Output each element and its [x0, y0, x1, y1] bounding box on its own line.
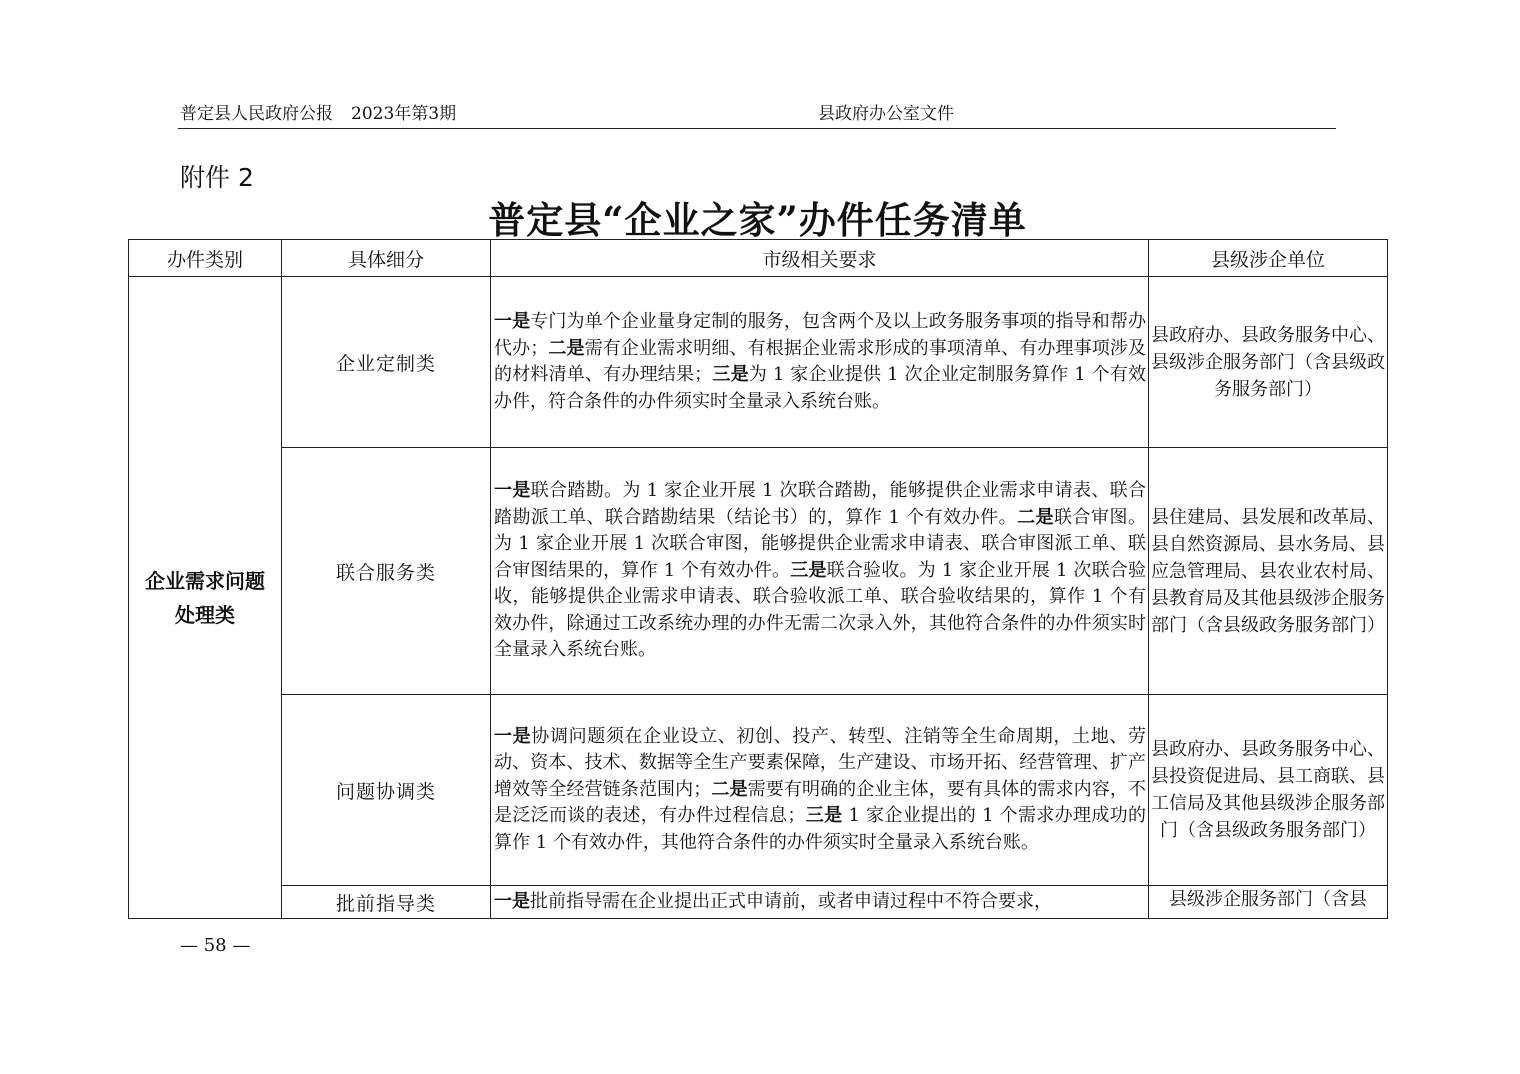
requirement-text: 为 1 家企业提供 1 次企业定制服务算作 1 个有效办件，符合条件的办件须实时全量录入系统台账。 — [494, 364, 1147, 412]
document-title: 普定县“企业之家”办件任务清单 — [488, 198, 1027, 242]
column-header: 具体细分 — [282, 240, 491, 277]
requirement-cell — [491, 277, 1149, 448]
subcategory-cell: 联合服务类 — [282, 448, 491, 695]
header-left — [180, 100, 474, 128]
subcategory-cell: 问题协调类 — [282, 695, 491, 886]
attachment-label: 附件 2 — [180, 163, 254, 192]
ordinal-marker: 二是 — [548, 337, 585, 359]
unit-cell: 县级涉企服务部门（含县 — [1149, 886, 1388, 919]
ordinal-marker: 二是 — [711, 778, 748, 800]
category-cell — [129, 277, 282, 919]
publication-name: 普定县人民政府公报 — [180, 104, 333, 124]
ordinal-marker: 三是 — [712, 364, 749, 385]
requirement-cell — [491, 695, 1149, 886]
page-number: — 58 — — [180, 935, 251, 956]
ordinal-marker: 一是 — [494, 725, 532, 747]
ordinal-marker: 三是 — [790, 559, 827, 581]
column-header: 县级涉企单位 — [1149, 240, 1388, 277]
column-header: 办件类别 — [129, 240, 282, 277]
table-header-row — [129, 240, 1388, 277]
requirement-text: 批前指导需在企业提出正式申请前，或者申请过程中不符合要求， — [530, 891, 1052, 912]
requirement-text: 需要有明确的企业主体，要有具体的需求内容，不是泛泛而谈的表述，有办件过程信息； — [494, 778, 1147, 827]
requirement-text: 1 家企业提出的 1 个需求办理成功的算作 1 个有效办件，其他符合条件的办件须实时全量录入系统台账。 — [494, 805, 1147, 853]
ordinal-marker: 一是 — [494, 480, 531, 502]
category-label: 企业需求问题处理类 — [145, 568, 265, 627]
subcategory-cell: 批前指导类 — [282, 886, 491, 919]
table-row — [129, 695, 1388, 886]
running-header — [178, 100, 1336, 129]
table-row — [129, 886, 1388, 919]
ordinal-marker: 二是 — [1017, 506, 1055, 528]
requirement-text: 联合审图。为 1 家企业开展 1 次联合审图，能够提供企业需求申请表、联合审图派工单、联合审图结果的，算作 1 个有效办件。 — [494, 506, 1147, 581]
ordinal-marker: 三是 — [805, 805, 843, 827]
requirement-text: 协调问题须在企业设立、初创、投产、转型、注销等全生命周期，土地、劳动、资本、技术、数据等全生产要素保障，生产建设、市场开拓、经营管理、扩产增效等全经营链条范围内； — [494, 725, 1146, 800]
table-row — [129, 277, 1388, 448]
unit-cell: 县住建局、县发展和改革局、县自然资源局、县水务局、县应急管理局、县农业农村局、县教育局及其他县级涉企服务部门（含县级政务服务部门） — [1149, 448, 1388, 695]
requirement-cell — [491, 886, 1149, 919]
ordinal-marker: 一是 — [494, 891, 530, 912]
section-label: 县政府办公室文件 — [818, 104, 954, 124]
unit-cell: 县政府办、县政务服务中心、县投资促进局、县工商联、县工信局及其他县级涉企服务部门（含县级政务服务部门） — [1149, 695, 1388, 886]
requirement-text: 专门为单个企业量身定制的服务，包含两个及以上政务服务事项的指导和帮办代办； — [494, 311, 1147, 359]
requirement-text: 需有企业需求明细、有根据企业需求形成的事项清单、有办理事项涉及的材料清单、有办理结果； — [494, 337, 1147, 385]
table-row — [129, 448, 1388, 695]
issue-number: 2023年第3期 — [351, 104, 457, 124]
requirement-text: 联合踏勘。为 1 家企业开展 1 次联合踏勘，能够提供企业需求申请表、联合踏勘派工单、联合踏勘结果（结论书）的，算作 1 个有效办件。 — [494, 480, 1147, 528]
unit-cell: 县政府办、县政务服务中心、县级涉企服务部门（含县级政务服务部门） — [1149, 277, 1388, 448]
subcategory-cell: 企业定制类 — [282, 277, 491, 448]
column-header: 市级相关要求 — [491, 240, 1149, 277]
task-list-table — [128, 239, 1388, 919]
ordinal-marker: 一是 — [494, 311, 531, 332]
requirement-text: 联合验收。为 1 家企业开展 1 次联合验收，能够提供企业需求申请表、联合验收派工单、联合验收结果的，算作 1 个有效办件，除通过工改系统办理的办件无需二次录入外，其他符合条件的办件须实时全量录入系统台账。 — [494, 559, 1146, 661]
requirement-cell — [491, 448, 1149, 695]
